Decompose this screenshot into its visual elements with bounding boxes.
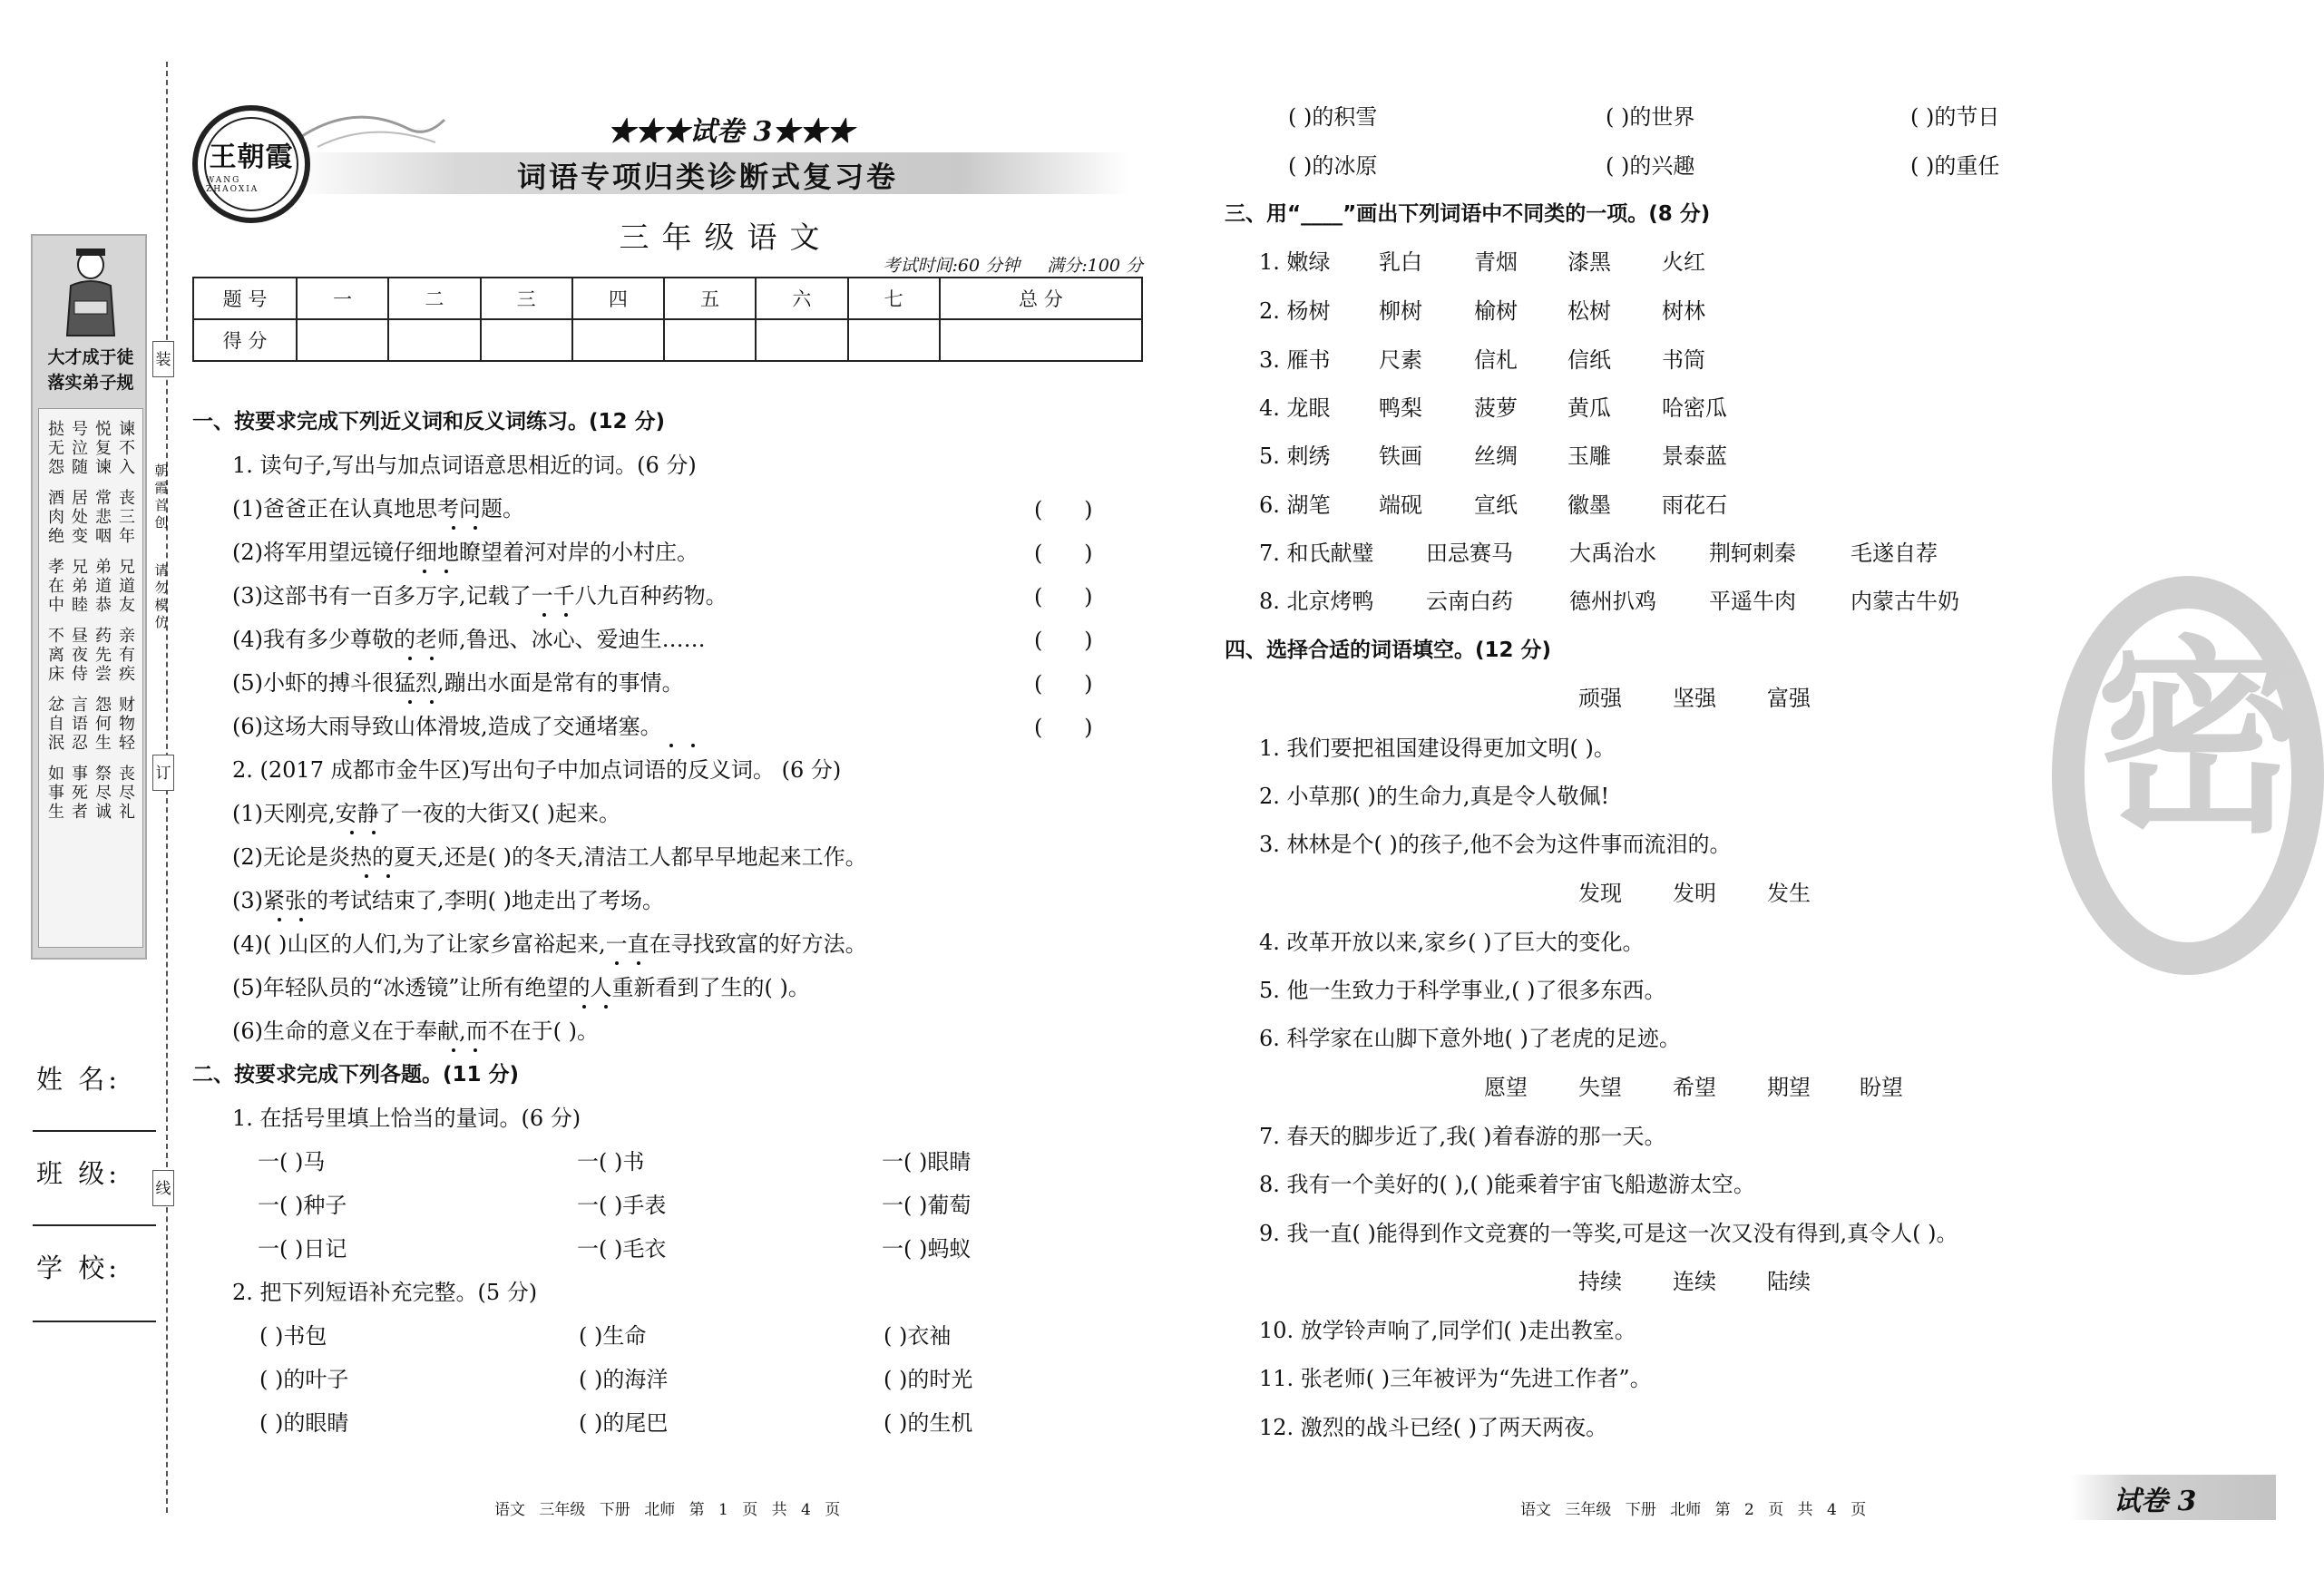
classify-word[interactable]: 玉雕 <box>1567 443 1611 469</box>
score-table-header-row <box>193 278 1142 319</box>
classify-word[interactable]: 田忌赛马 <box>1426 541 1513 566</box>
classify-word[interactable]: 内蒙古牛奶 <box>1850 589 1959 614</box>
row-label-score: 得 分 <box>193 319 297 361</box>
fill-item[interactable]: 5. 他一生致力于科学事业,( )了很多东西。 <box>1259 978 1666 1003</box>
fill-item[interactable]: 12. 激烈的战斗已经( )了两天两夜。 <box>1259 1415 1608 1440</box>
classify-word[interactable]: 信纸 <box>1567 347 1611 373</box>
rules-line: 兄弟睦 <box>72 558 88 615</box>
q2-item: (4)( )山区的人们,为了让家乡富裕起来,一直在寻找致富的好方法。 <box>232 931 867 957</box>
q2-item: (3)紧张的考试结束了,李明( )地走出了考场。 <box>232 888 664 913</box>
classify-word[interactable]: 宣纸 <box>1474 492 1518 518</box>
sidebar-rules-panel <box>38 408 143 948</box>
word-bank-item: 陆续 <box>1767 1269 1811 1294</box>
section-4-title: 四、选择合适的词语填空。(12 分) <box>1225 638 1552 662</box>
col-header: 五 <box>664 278 756 319</box>
word-bank-item: 失望 <box>1578 1075 1622 1100</box>
emphasis-dot <box>444 570 448 573</box>
vertical-note-2: 请勿模仿 <box>154 562 169 630</box>
word-bank-item: 发现 <box>1578 881 1622 906</box>
answer-blank[interactable]: ( ) <box>1034 715 1093 740</box>
score-cell[interactable] <box>388 319 480 361</box>
emphasis-dot <box>372 831 376 834</box>
phrase-item[interactable]: ( )的尾巴 <box>579 1410 669 1436</box>
question-1-title: 1. 读句子,写出与加点词语意思相近的词。(6 分) <box>232 453 697 478</box>
name-field[interactable] <box>33 1130 156 1132</box>
section-1-title: 一、按要求完成下列近义词和反义词练习。(12 分) <box>192 410 666 434</box>
emphasis-dot <box>452 526 455 530</box>
emphasis-dot <box>582 1005 586 1009</box>
answer-blank[interactable]: ( ) <box>1034 584 1093 609</box>
rules-line: 丧三年 <box>119 489 135 546</box>
col-header: 一 <box>297 278 388 319</box>
emphasis-dot <box>637 961 640 965</box>
rules-stanza-6 <box>46 765 137 822</box>
classify-word[interactable]: 尺素 <box>1379 347 1422 373</box>
col-header: 七 <box>848 278 940 319</box>
school-label: 学 校: <box>36 1252 121 1283</box>
classify-word[interactable]: 书筒 <box>1662 347 1705 373</box>
phrase-item[interactable]: ( )的海洋 <box>579 1367 669 1392</box>
classify-word[interactable]: 雨花石 <box>1662 492 1727 518</box>
rules-line: 忿自泯 <box>48 696 64 753</box>
phrase-item[interactable]: ( )的兴趣 <box>1606 153 1695 179</box>
fill-item[interactable]: 4. 改革开放以来,家乡( )了巨大的变化。 <box>1259 930 1645 955</box>
fill-item[interactable]: 6. 科学家在山脚下意外地( )了老虎的足迹。 <box>1259 1026 1681 1051</box>
measure-item[interactable]: 一( )书 <box>577 1149 645 1175</box>
classify-word[interactable]: 铁画 <box>1379 443 1422 469</box>
question-2-title: 2. (2017 成都市金牛区)写出句子中加点词语的反义词。 (6 分) <box>232 757 842 783</box>
classify-word[interactable]: 5. 刺绣 <box>1259 443 1331 469</box>
word-bank-item: 持续 <box>1578 1269 1622 1294</box>
classify-word[interactable]: 青烟 <box>1474 249 1518 275</box>
ribbon-icon <box>299 102 444 156</box>
brand-logo <box>192 105 310 223</box>
word-bank-item: 盼望 <box>1860 1075 1903 1100</box>
q2-item: (1)天刚亮,安静了一夜的大街又( )起来。 <box>232 801 620 826</box>
emphasis-dot <box>430 657 434 660</box>
measure-item[interactable]: 一( )蚂蚁 <box>882 1236 972 1262</box>
word-bank-item: 愿望 <box>1484 1075 1528 1100</box>
paper-label: ★★★试卷 3★★★ <box>608 116 854 148</box>
phrase-item[interactable]: ( )的冰原 <box>1288 153 1378 179</box>
binding-label-1: 装 <box>152 341 174 377</box>
page-footer-right: 语文 三年级 下册 北师 第 2 页 共 4 页 <box>1520 1501 1867 1519</box>
phrase-item[interactable]: ( )的叶子 <box>259 1367 349 1392</box>
word-bank-item: 发明 <box>1673 881 1716 906</box>
emphasis-dot <box>430 700 434 704</box>
score-cell[interactable] <box>481 319 572 361</box>
emphasis-dot <box>278 918 281 921</box>
measure-item[interactable]: 一( )种子 <box>258 1193 347 1218</box>
vertical-note-1: 朝霞首创 <box>154 463 169 531</box>
col-header: 六 <box>756 278 847 319</box>
sidebar-motto <box>40 345 142 395</box>
emphasis-dot <box>299 918 303 921</box>
classify-word[interactable]: 松树 <box>1567 298 1611 324</box>
classify-word[interactable]: 2. 杨树 <box>1259 298 1331 324</box>
classify-word[interactable]: 平遥牛肉 <box>1709 589 1796 614</box>
binding-label-2: 订 <box>152 755 174 791</box>
class-label: 班 级: <box>36 1158 121 1189</box>
measure-item[interactable]: 一( )手表 <box>577 1193 667 1218</box>
classify-word[interactable]: 3. 雁书 <box>1259 347 1331 373</box>
score-cell[interactable] <box>297 319 388 361</box>
col-header: 三 <box>481 278 572 319</box>
score-cell[interactable] <box>848 319 940 361</box>
q2-item: (6)生命的意义在于奉献,而不在于( )。 <box>232 1019 599 1044</box>
col-header: 总 分 <box>940 278 1142 319</box>
rules-line: 孝在中 <box>48 558 64 615</box>
fill-item[interactable]: 10. 放学铃声响了,同学们( )走出教室。 <box>1259 1318 1636 1343</box>
measure-item[interactable]: 一( )眼睛 <box>882 1149 972 1175</box>
phrase-item[interactable]: ( )衣袖 <box>884 1323 952 1349</box>
rules-line: 号泣随 <box>72 420 88 477</box>
emphasis-dot <box>615 961 619 965</box>
classify-word[interactable]: 黄瓜 <box>1567 395 1611 421</box>
classify-word[interactable]: 6. 湖笔 <box>1259 492 1331 518</box>
measure-item[interactable]: 一( )日记 <box>258 1236 347 1262</box>
fill-item[interactable]: 8. 我有一个美好的( ),( )能乘着宇宙飞船遨游太空。 <box>1259 1172 1755 1197</box>
fill-item[interactable]: 2. 小草那( )的生命力,真是令人敬佩! <box>1259 784 1610 809</box>
classify-word[interactable]: 丝绸 <box>1474 443 1518 469</box>
rules-line: 祭尽诚 <box>95 765 112 822</box>
classify-word[interactable]: 德州扒鸡 <box>1569 589 1656 614</box>
answer-blank[interactable]: ( ) <box>1034 628 1093 653</box>
section-2-title: 二、按要求完成下列各题。(11 分) <box>192 1063 520 1087</box>
fill-item[interactable]: 11. 张老师( )三年被评为“先进工作者”。 <box>1259 1366 1652 1391</box>
emphasis-dot <box>365 874 368 878</box>
row-label-number: 题 号 <box>193 278 297 319</box>
classify-word[interactable]: 火红 <box>1662 249 1705 275</box>
school-field[interactable] <box>33 1321 156 1322</box>
sidebar-panel <box>31 234 147 960</box>
emphasis-dot <box>669 744 673 747</box>
rules-line: 兄道友 <box>119 558 135 615</box>
word-bank-item: 期望 <box>1767 1075 1811 1100</box>
emphasis-dot <box>564 613 568 617</box>
phrase-item[interactable]: ( )的世界 <box>1606 104 1695 130</box>
binding-label-3: 线 <box>152 1170 174 1206</box>
fill-item[interactable]: 9. 我一直( )能得到作文竞赛的一等奖,可是这一次又没有得到,真令人( )。 <box>1259 1221 1958 1246</box>
word-bank-item: 希望 <box>1673 1075 1716 1100</box>
classify-word[interactable]: 端砚 <box>1379 492 1422 518</box>
subject-title: 三年级语文 <box>619 219 833 255</box>
scholar-figure-icon <box>63 245 118 340</box>
rules-line: 谏不入 <box>119 420 135 477</box>
full-score: 满分:100 分 <box>1047 256 1143 276</box>
emphasis-dot <box>423 570 426 573</box>
emphasis-dot <box>542 613 546 617</box>
fill-item[interactable]: 7. 春天的脚步近了,我( )着春游的那一天。 <box>1259 1124 1666 1149</box>
phrase-item[interactable]: ( )的时光 <box>884 1367 973 1392</box>
classify-word[interactable]: 树林 <box>1662 298 1705 324</box>
phrase-item[interactable]: ( )的节日 <box>1910 104 2000 130</box>
col-header: 二 <box>388 278 480 319</box>
answer-blank[interactable]: ( ) <box>1034 541 1093 566</box>
rules-stanza-4 <box>46 627 137 684</box>
classify-word[interactable]: 漆黑 <box>1567 249 1611 275</box>
motto-line-2: 落实弟子规 <box>47 373 134 393</box>
phrase-item[interactable]: ( )的生机 <box>884 1410 973 1436</box>
section-3-title: 三、用“____”画出下列词语中不同类的一项。(8 分) <box>1225 202 1711 226</box>
rules-stanza-5 <box>46 696 137 753</box>
rules-line: 挞无怨 <box>48 420 64 477</box>
emphasis-dot <box>452 1048 455 1052</box>
emphasis-dot <box>604 1005 608 1009</box>
phrase-item[interactable]: ( )生命 <box>579 1323 647 1349</box>
rules-line: 常悲咽 <box>95 489 112 546</box>
word-bank-item: 连续 <box>1673 1269 1716 1294</box>
classify-word[interactable]: 柳树 <box>1379 298 1422 324</box>
emphasis-dot <box>408 700 412 704</box>
rules-line: 弟道恭 <box>95 558 112 615</box>
classify-word[interactable]: 鸭梨 <box>1379 395 1422 421</box>
emphasis-dot <box>350 831 354 834</box>
rules-line: 亲有疾 <box>119 627 135 684</box>
exam-time: 考试时间:60 分钟 <box>883 256 1020 276</box>
q1-item: (5)小虾的搏斗很猛烈,蹦出水面是常有的事情。 <box>232 670 684 696</box>
phrase-item[interactable]: ( )的积雪 <box>1288 104 1378 130</box>
classify-word[interactable]: 榆树 <box>1474 298 1518 324</box>
q1-item: (2)将军用望远镜仔细地瞭望着河对岸的小村庄。 <box>232 540 698 565</box>
logo-subtext: WANG ZHAOXIA <box>206 176 259 194</box>
rules-line: 药先尝 <box>95 627 112 684</box>
word-bank-item: 发生 <box>1767 881 1811 906</box>
rules-line: 财物轻 <box>119 696 135 753</box>
score-cell[interactable] <box>756 319 847 361</box>
rules-line: 不离床 <box>48 627 64 684</box>
measure-item[interactable]: 一( )葡萄 <box>882 1193 972 1218</box>
rules-stanza-1 <box>46 420 137 477</box>
classify-word[interactable]: 1. 嫩绿 <box>1259 249 1331 275</box>
word-bank-item: 顽强 <box>1578 686 1622 711</box>
col-header: 四 <box>572 278 664 319</box>
word-bank-item: 富强 <box>1767 686 1811 711</box>
rules-line: 昼夜侍 <box>72 627 88 684</box>
phrase-item[interactable]: ( )的重任 <box>1910 153 2000 179</box>
logo-seal <box>204 117 298 211</box>
page-footer-left: 语文 三年级 下册 北师 第 1 页 共 4 页 <box>494 1501 841 1519</box>
answer-blank[interactable]: ( ) <box>1034 497 1093 522</box>
classify-word[interactable]: 大禹治水 <box>1569 541 1656 566</box>
question-4-title: 2. 把下列短语补充完整。(5 分) <box>232 1280 538 1305</box>
classify-word[interactable]: 毛遂自荐 <box>1850 541 1938 566</box>
q1-item: (4)我有多少尊敬的老师,鲁迅、冰心、爱迪生…… <box>232 627 706 652</box>
rules-line: 悦复谏 <box>95 420 112 477</box>
page-title: 词语专项归类诊断式复习卷 <box>516 160 898 194</box>
q1-item: (1)爸爸正在认真地思考问题。 <box>232 496 524 521</box>
classify-word[interactable]: 哈密瓜 <box>1662 395 1727 421</box>
exam-info <box>726 252 1143 277</box>
classify-word[interactable]: 菠萝 <box>1474 395 1518 421</box>
emphasis-dot <box>691 744 695 747</box>
secret-watermark: 密 <box>2095 617 2305 862</box>
rules-stanza-2 <box>46 489 137 546</box>
emphasis-dot <box>408 657 412 660</box>
q1-item: (3)这部书有一百多万字,记载了一千八九百种药物。 <box>232 583 727 609</box>
question-3-title: 1. 在括号里填上恰当的量词。(6 分) <box>232 1106 581 1131</box>
classify-word[interactable]: 信札 <box>1474 347 1518 373</box>
emphasis-dot <box>474 1048 477 1052</box>
classify-word[interactable]: 云南白药 <box>1426 589 1513 614</box>
paper-tab-label: 试卷 3 <box>2114 1486 2197 1517</box>
rules-line: 怨何生 <box>95 696 112 753</box>
score-cell[interactable] <box>572 319 664 361</box>
q2-item: (5)年轻队员的“冰透镜”让所有绝望的人重新看到了生的( )。 <box>232 975 810 1000</box>
score-table <box>192 277 1143 362</box>
fill-item[interactable]: 1. 我们要把祖国建设得更加文明( )。 <box>1259 736 1616 761</box>
rules-line: 如事生 <box>48 765 64 822</box>
rules-line: 酒肉绝 <box>48 489 64 546</box>
score-cell[interactable] <box>664 319 756 361</box>
logo-text: 王朝霞 <box>209 141 294 173</box>
fill-item[interactable]: 3. 林林是个( )的孩子,他不会为这件事而流泪的。 <box>1259 832 1732 857</box>
name-label: 姓 名: <box>36 1064 121 1095</box>
classify-word[interactable]: 荆轲刺秦 <box>1709 541 1796 566</box>
classify-word[interactable]: 7. 和氏献璧 <box>1259 541 1374 566</box>
classify-word[interactable]: 4. 龙眼 <box>1259 395 1331 421</box>
q2-item: (2)无论是炎热的夏天,还是( )的冬天,清洁工人都早早地起来工作。 <box>232 844 867 870</box>
score-table-score-row <box>193 319 1142 361</box>
classify-word[interactable]: 乳白 <box>1379 249 1422 275</box>
word-bank-item: 坚强 <box>1673 686 1716 711</box>
rules-line: 事死者 <box>72 765 88 822</box>
class-field[interactable] <box>33 1224 156 1226</box>
measure-item[interactable]: 一( )马 <box>258 1149 326 1175</box>
phrase-item[interactable]: ( )的眼睛 <box>259 1410 349 1436</box>
score-cell[interactable] <box>940 319 1142 361</box>
rules-line: 丧尽礼 <box>119 765 135 822</box>
measure-item[interactable]: 一( )毛衣 <box>577 1236 667 1262</box>
classify-word[interactable]: 徽墨 <box>1567 492 1611 518</box>
answer-blank[interactable]: ( ) <box>1034 671 1093 697</box>
classify-word[interactable]: 景泰蓝 <box>1662 443 1727 469</box>
rules-line: 居处变 <box>72 489 88 546</box>
rules-line: 言语忍 <box>72 696 88 753</box>
classify-word[interactable]: 8. 北京烤鸭 <box>1259 589 1374 614</box>
phrase-item[interactable]: ( )书包 <box>259 1323 327 1349</box>
q1-item: (6)这场大雨导致山体滑坡,造成了交通堵塞。 <box>232 714 662 739</box>
rules-stanza-3 <box>46 558 137 615</box>
emphasis-dot <box>386 874 390 878</box>
emphasis-dot <box>474 526 477 530</box>
motto-line-1: 大才成于徒 <box>47 347 134 367</box>
